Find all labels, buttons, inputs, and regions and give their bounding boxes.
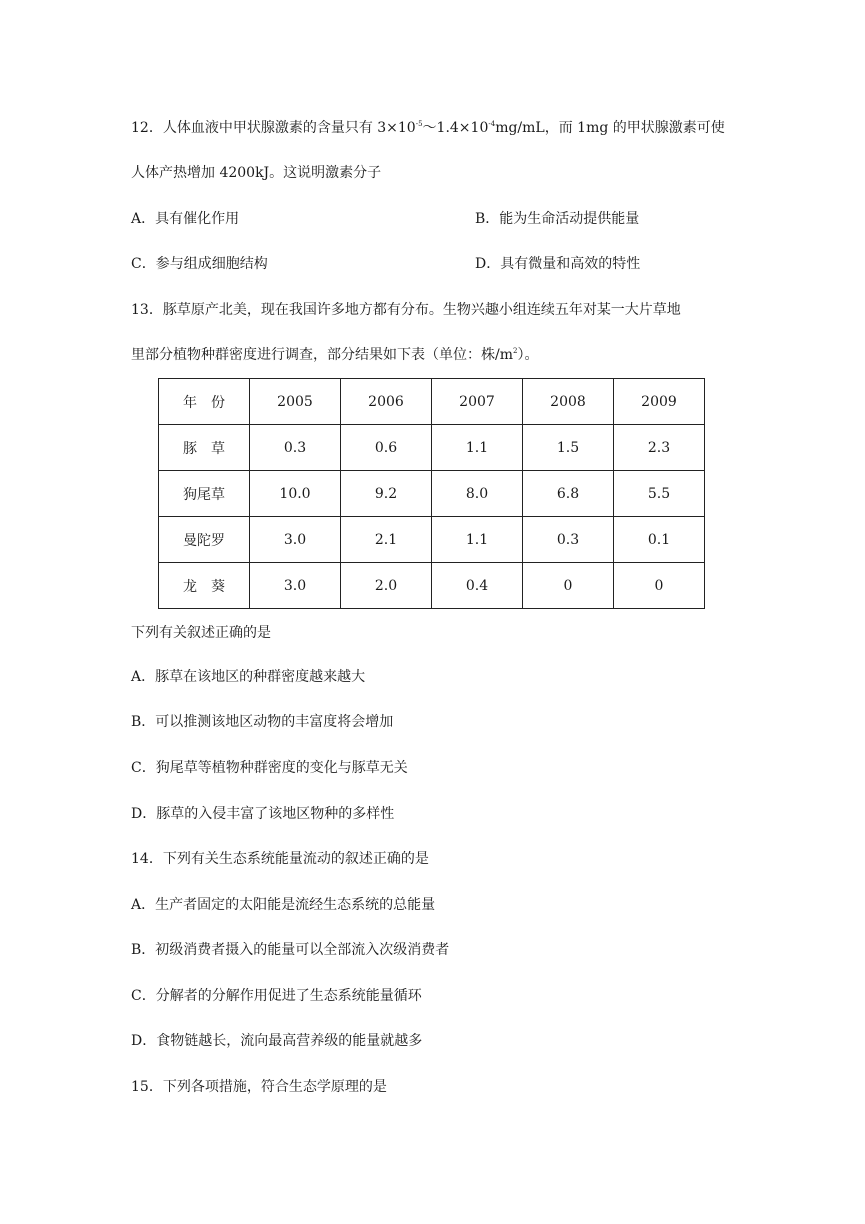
table-row [159, 471, 705, 517]
table-cell: 2.3 [614, 425, 705, 471]
q13-option-c: C．狗尾草等植物种群密度的变化与豚草无关 [131, 760, 408, 776]
table-header-cell: 2006 [341, 379, 432, 425]
q12-line-1 [131, 118, 725, 138]
q12-option-d: D．具有微量和高效的特性 [475, 256, 641, 272]
q14-stem: 14．下列有关生态系统能量流动的叙述正确的是 [131, 851, 429, 867]
table-cell: 龙 葵 [159, 563, 250, 609]
table-cell: 5.5 [614, 471, 705, 517]
table-row [159, 563, 705, 609]
q12-exponent: -4 [488, 120, 496, 128]
table-cell: 0 [614, 563, 705, 609]
table-cell: 曼陀罗 [159, 517, 250, 563]
table-header-cell: 2007 [432, 379, 523, 425]
table-cell: 0.4 [432, 563, 523, 609]
q13-exponent: 2 [513, 347, 518, 355]
table-cell: 豚 草 [159, 425, 250, 471]
q13-line-1: 13．豚草原产北美，现在我国许多地方都有分布。生物兴趣小组连续五年对某一大片草地 [131, 302, 681, 318]
table-cell: 1.1 [432, 517, 523, 563]
table-cell: 8.0 [432, 471, 523, 517]
table-cell: 0.1 [614, 517, 705, 563]
table-cell: 3.0 [250, 563, 341, 609]
table-cell: 2.0 [341, 563, 432, 609]
table-cell: 0.6 [341, 425, 432, 471]
table-cell: 狗尾草 [159, 471, 250, 517]
table-row [159, 425, 705, 471]
q12-text-part: mg/mL，而 1mg 的甲状腺激素可使 [495, 120, 725, 136]
q14-option-b: B．初级消费者摄入的能量可以全部流入次级消费者 [131, 942, 450, 958]
q14-option-a: A．生产者固定的太阳能是流经生态系统的总能量 [131, 897, 436, 913]
table-header-cell: 2008 [523, 379, 614, 425]
q14-option-c: C．分解者的分解作用促进了生态系统能量循环 [131, 988, 422, 1004]
q12-text-part: 12．人体血液中甲状腺激素的含量只有 3×10 [131, 120, 416, 136]
q13-option-d: D．豚草的入侵丰富了该地区物种的多样性 [131, 806, 395, 822]
q12-option-b: B．能为生命活动提供能量 [475, 211, 640, 227]
density-table [158, 378, 705, 609]
q13-stem: 下列有关叙述正确的是 [131, 625, 271, 641]
table-header-cell: 2005 [250, 379, 341, 425]
q15-stem: 15．下列各项措施，符合生态学原理的是 [131, 1079, 387, 1095]
table-cell: 1.1 [432, 425, 523, 471]
table-row [159, 517, 705, 563]
table-cell: 2.1 [341, 517, 432, 563]
q12-option-a: A．具有催化作用 [131, 211, 240, 227]
q13-option-b: B．可以推测该地区动物的丰富度将会增加 [131, 714, 394, 730]
table-header-row [159, 379, 705, 425]
table-header-cell: 2009 [614, 379, 705, 425]
q13-text-part: 里部分植物种群密度进行调查，部分结果如下表（单位：株/m [131, 347, 513, 363]
table-cell: 1.5 [523, 425, 614, 471]
q13-line-2 [131, 345, 538, 365]
q12-text-part: ～1.4×10 [422, 120, 489, 136]
q14-option-d: D．食物链越长，流向最高营养级的能量就越多 [131, 1033, 423, 1049]
table-cell: 0.3 [523, 517, 614, 563]
table-header-cell: 年 份 [159, 379, 250, 425]
table-cell: 6.8 [523, 471, 614, 517]
table-cell: 3.0 [250, 517, 341, 563]
q12-exponent: -5 [415, 120, 423, 128]
table-cell: 0 [523, 563, 614, 609]
q13-text-part: ）。 [517, 347, 539, 363]
table-cell: 10.0 [250, 471, 341, 517]
q12-line-2: 人体产热增加 4200kJ。这说明激素分子 [131, 165, 382, 181]
q12-option-c: C．参与组成细胞结构 [131, 256, 268, 272]
q13-option-a: A．豚草在该地区的种群密度越来越大 [131, 669, 366, 685]
table-cell: 9.2 [341, 471, 432, 517]
table-cell: 0.3 [250, 425, 341, 471]
